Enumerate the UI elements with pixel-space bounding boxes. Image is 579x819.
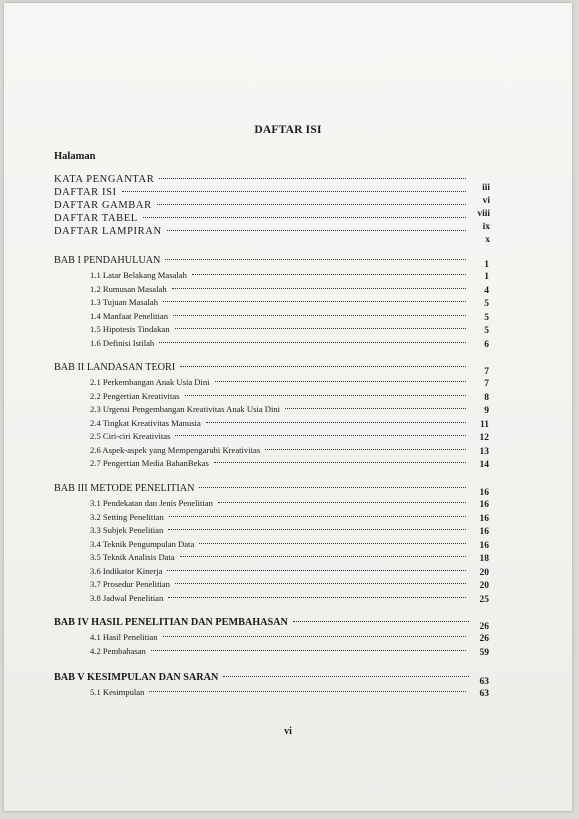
dot-leader	[265, 448, 466, 450]
section-entry	[90, 389, 469, 403]
section-entry-label: 3.8 Jadwal Penelitian	[90, 592, 164, 603]
chapter-page: 16	[479, 488, 489, 498]
document-page	[4, 3, 572, 811]
section-page: 12	[479, 433, 489, 443]
section-entry-label: 2.4 Tingkat Kreativitas Manusia	[90, 417, 201, 428]
dot-leader	[199, 486, 466, 488]
section-entry-label: 2.6 Aspek-aspek yang Mempengaruhi Kreativitas	[90, 444, 261, 455]
section-entry	[90, 295, 469, 309]
section-page: 5	[484, 312, 489, 323]
section-entry	[90, 375, 469, 389]
dot-leader	[180, 555, 466, 557]
section-entry	[90, 685, 469, 699]
dot-leader	[159, 341, 466, 343]
section-entry-label: 3.6 Indikator Kinerja	[90, 565, 163, 576]
chapter-page: 63	[479, 677, 489, 687]
section-entry-label: 3.3 Subjek Penelitian	[90, 525, 164, 535]
dot-leader	[206, 421, 466, 423]
chapter-heading	[54, 254, 469, 268]
dot-leader	[215, 380, 466, 382]
section-entry-label: 4.2 Pembahasan	[90, 645, 146, 656]
front-matter-entry	[54, 173, 469, 187]
section-entry-label: 3.2 Setting Penelitian	[90, 511, 164, 522]
section-entry	[90, 564, 469, 578]
section-entry	[90, 523, 469, 537]
chapter-heading-label: BAB II LANDASAN TEORI	[54, 362, 176, 373]
front-matter-entry	[54, 212, 469, 226]
section-entry-label: 5.1 Kesimpulan	[90, 687, 145, 697]
dot-leader	[192, 273, 466, 275]
section-entry-label: 3.7 Prosedur Penelitian	[90, 579, 170, 589]
section-page: 1	[484, 272, 489, 282]
section-page: 63	[479, 689, 489, 699]
chapter-page: 7	[484, 367, 489, 377]
section-entry-label: 3.1 Pendekatan dan Jenis Penelitian	[90, 498, 213, 508]
section-entry	[90, 268, 469, 282]
section-page: 16	[479, 540, 489, 551]
section-page: 20	[479, 567, 489, 578]
chapter-heading	[54, 482, 469, 496]
section-page: 16	[479, 527, 489, 537]
front-matter-entry-label: DAFTAR TABEL	[54, 213, 138, 224]
chapter-heading-label: BAB V KESIMPULAN DAN SARAN	[54, 672, 219, 683]
section-page: 16	[479, 500, 489, 510]
section-entry-label: 1.4 Manfaat Penelitian	[90, 310, 169, 321]
dot-leader	[122, 190, 466, 192]
front-matter-entry-label: DAFTAR GAMBAR	[54, 200, 152, 211]
dot-leader	[175, 434, 466, 436]
section-entry-label: 3.5 Teknik Analisis Data	[90, 552, 175, 562]
dot-leader	[168, 596, 466, 598]
section-entry-label: 4.1 Hasil Penelitian	[90, 632, 158, 642]
front-matter-entry-label: DAFTAR ISI	[54, 187, 117, 198]
footer-page-number: vi	[284, 726, 292, 737]
front-matter-page: ix	[482, 222, 490, 232]
section-entry	[90, 416, 469, 430]
section-page: 16	[479, 513, 489, 524]
section-page: 13	[479, 446, 489, 457]
chapter-heading	[54, 671, 472, 685]
front-matter-entry	[54, 225, 469, 239]
section-page: 8	[484, 392, 489, 403]
chapter-page: 1	[484, 260, 489, 270]
page-title: DAFTAR ISI	[254, 124, 322, 136]
chapter-heading	[54, 361, 469, 375]
front-matter-page: x	[485, 235, 490, 245]
section-entry	[90, 496, 469, 510]
section-entry	[90, 644, 469, 658]
section-entry-label: 1.1 Latar Belakang Masalah	[90, 270, 187, 280]
section-entry-label: 1.6 Definisi Istilah	[90, 337, 155, 348]
section-entry-label: 1.2 Rumusan Masalah	[90, 283, 167, 294]
dot-leader	[173, 314, 466, 316]
section-entry	[90, 336, 469, 350]
section-entry-label: 3.4 Teknik Pengumpulan Data	[90, 538, 195, 549]
chapter-page: 26	[479, 622, 489, 632]
section-entry-label: 1.5 Hipotesis Tindakan	[90, 324, 170, 334]
front-matter-entry	[54, 199, 469, 213]
dot-leader	[151, 649, 466, 651]
section-entry-label: 2.1 Perkembangan Anak Usia Dini	[90, 377, 210, 387]
section-entry	[90, 402, 469, 416]
dot-leader	[159, 177, 466, 179]
section-entry-label: 1.3 Tujuan Masalah	[90, 297, 159, 307]
section-page: 26	[479, 634, 489, 644]
section-page: 7	[484, 379, 489, 389]
front-matter-page: vi	[482, 196, 490, 206]
section-page: 5	[484, 299, 489, 309]
chapter-heading-label: BAB IV HASIL PENELITIAN DAN PEMBAHASAN	[54, 617, 288, 628]
halaman-heading: Halaman	[54, 151, 96, 162]
section-page: 20	[479, 581, 489, 591]
dot-leader	[163, 300, 466, 302]
section-entry-label: 2.7 Pengertian Media BahanBekas	[90, 458, 209, 468]
section-entry	[90, 577, 469, 591]
dot-leader	[169, 515, 466, 517]
dot-leader	[149, 690, 466, 692]
section-page: 59	[479, 647, 489, 658]
front-matter-entry-label: DAFTAR LAMPIRAN	[54, 226, 162, 237]
dot-leader	[157, 203, 466, 205]
section-entry	[90, 309, 469, 323]
section-page: 11	[480, 419, 489, 430]
front-matter-page: viii	[477, 209, 490, 219]
section-page: 4	[484, 285, 489, 296]
dot-leader	[175, 327, 466, 329]
dot-leader	[285, 407, 466, 409]
dot-leader	[175, 582, 466, 584]
section-entry	[90, 443, 469, 457]
front-matter-page: iii	[482, 183, 490, 193]
dot-leader	[185, 394, 467, 396]
dot-leader	[163, 635, 466, 637]
chapter-heading-label: BAB III METODE PENELITIAN	[54, 483, 195, 494]
dot-leader	[172, 287, 466, 289]
front-matter-entry	[54, 186, 469, 200]
chapter-heading-label: BAB I PENDAHULUAN	[54, 255, 161, 266]
section-entry	[90, 550, 469, 564]
dot-leader	[165, 258, 466, 260]
section-entry-label: 2.2 Pengertian Kreativitas	[90, 390, 180, 401]
dot-leader	[168, 528, 466, 530]
section-entry-label: 2.3 Urgensi Pengembangan Kreativitas Anak Usia Dini	[90, 404, 281, 414]
dot-leader	[167, 569, 466, 571]
section-entry	[90, 537, 469, 551]
section-page: 25	[479, 594, 489, 605]
section-page: 14	[479, 460, 489, 470]
section-entry	[90, 591, 469, 605]
section-entry-label: 2.5 Ciri-ciri Kreativitas	[90, 431, 171, 441]
dot-leader	[199, 542, 466, 544]
section-page: 18	[479, 554, 489, 564]
section-entry	[90, 630, 469, 644]
section-entry	[90, 322, 469, 336]
dot-leader	[218, 501, 466, 503]
front-matter-entry-label: KATA PENGANTAR	[54, 174, 155, 185]
dot-leader	[214, 461, 466, 463]
section-entry	[90, 282, 469, 296]
dot-leader	[180, 365, 466, 367]
section-page: 9	[484, 406, 489, 416]
section-entry	[90, 429, 469, 443]
dot-leader	[167, 229, 466, 231]
chapter-heading	[54, 616, 472, 630]
dot-leader	[143, 216, 466, 218]
dot-leader	[223, 675, 469, 677]
section-entry	[90, 510, 469, 524]
section-entry	[90, 456, 469, 470]
dot-leader	[293, 620, 469, 622]
section-page: 6	[484, 339, 489, 350]
section-page: 5	[484, 326, 489, 336]
